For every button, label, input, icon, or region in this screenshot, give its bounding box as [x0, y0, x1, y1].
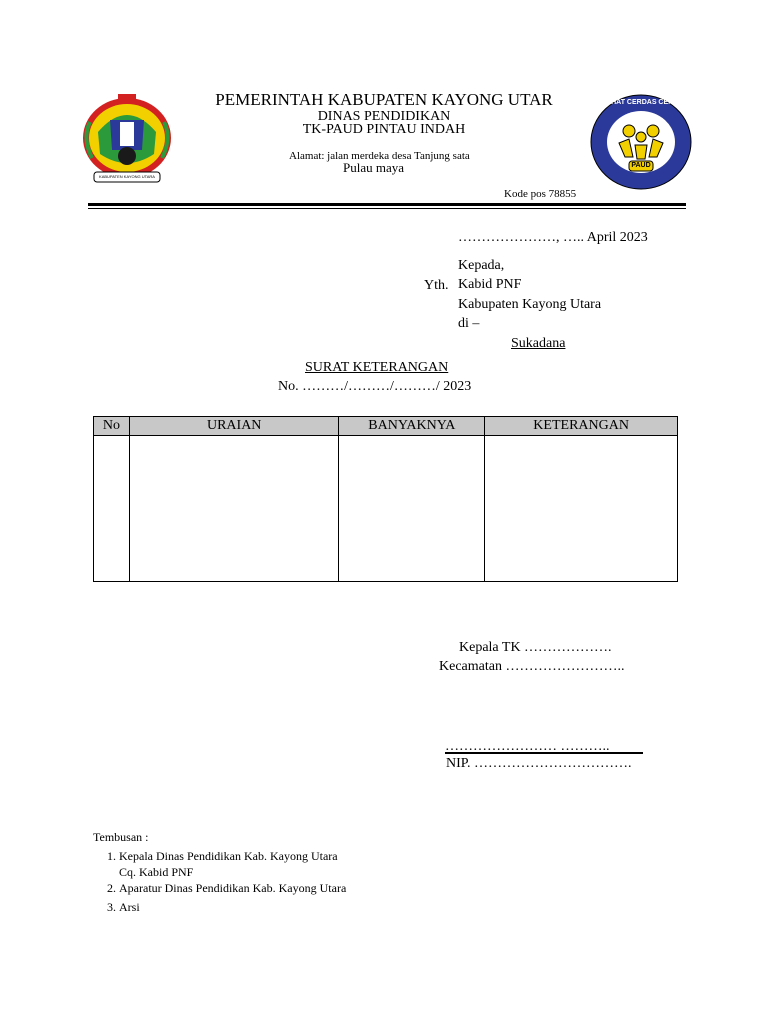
signature-district: Kecamatan ……………………..: [439, 659, 625, 674]
letterhead-address: Alamat: jalan merdeka desa Tanjung sata: [289, 150, 470, 162]
items-table: [93, 416, 678, 582]
letterhead-department: DINAS PENDIDIKAN: [317, 109, 451, 124]
tembusan-label: Tembusan :: [93, 830, 149, 844]
letterhead-postal-code: Kode pos 78855: [504, 188, 577, 200]
table-header-row: [94, 417, 678, 436]
recipient-name: Kabid PNF: [458, 277, 522, 292]
document-number: No. ………/………/………/ 2023: [278, 379, 472, 394]
cell-keterangan: [485, 436, 678, 582]
list-item: [119, 880, 346, 896]
signature-nip: NIP. …………………………….: [446, 756, 632, 771]
column-header-no: No: [94, 417, 130, 436]
tembusan-item-2: Aparatur Dinas Pendidikan Kab. Kayong Utara: [119, 881, 347, 895]
letterhead-rule-thick: [88, 203, 686, 206]
right-logo-label: PAUD: [631, 162, 651, 169]
recipient-place: Sukadana: [511, 336, 566, 351]
table-row: [94, 436, 678, 582]
left-logo-caption: KABUPATEN KAYONG UTARA: [99, 174, 155, 179]
column-header-keterangan: KETERANGAN: [485, 417, 678, 436]
document-title: SURAT KETERANGAN: [305, 360, 449, 375]
column-header-uraian: URAIAN: [129, 417, 339, 436]
letterhead-school: TK-PAUD PINTAU INDAH: [302, 122, 466, 137]
recipient-kepada: Kepada,: [458, 258, 505, 273]
date-line: …………………, ….. April 2023: [458, 230, 648, 245]
tembusan-item-1: Kepala Dinas Pendidikan Kab. Kayong Utara: [119, 849, 338, 863]
cell-no: [94, 436, 130, 582]
tembusan-item-3: Arsi: [119, 900, 140, 914]
letterhead-government: PEMERINTAH KABUPATEN KAYONG UTAR: [215, 90, 553, 109]
letterhead-rule-thin: [88, 208, 686, 209]
list-item: [119, 848, 346, 880]
cell-banyaknya: [339, 436, 485, 582]
letterhead-address-2: Pulau maya: [343, 160, 405, 175]
right-logo-motto: SEHAT CERDAS CERIA: [601, 99, 681, 106]
signature-name-line: …………………… ………..: [445, 742, 643, 754]
signature-title: Kepala TK ……………….: [459, 640, 612, 655]
recipient-org: Kabupaten Kayong Utara: [458, 297, 602, 312]
tembusan-list: [93, 848, 346, 915]
tembusan-item-1-sub: Cq. Kabid PNF: [119, 865, 194, 879]
list-item: [119, 899, 346, 915]
recipient-yth: Yth.: [424, 278, 449, 293]
cell-uraian: [129, 436, 339, 582]
recipient-di: di –: [458, 316, 480, 331]
column-header-banyaknya: BANYAKNYA: [339, 417, 485, 436]
